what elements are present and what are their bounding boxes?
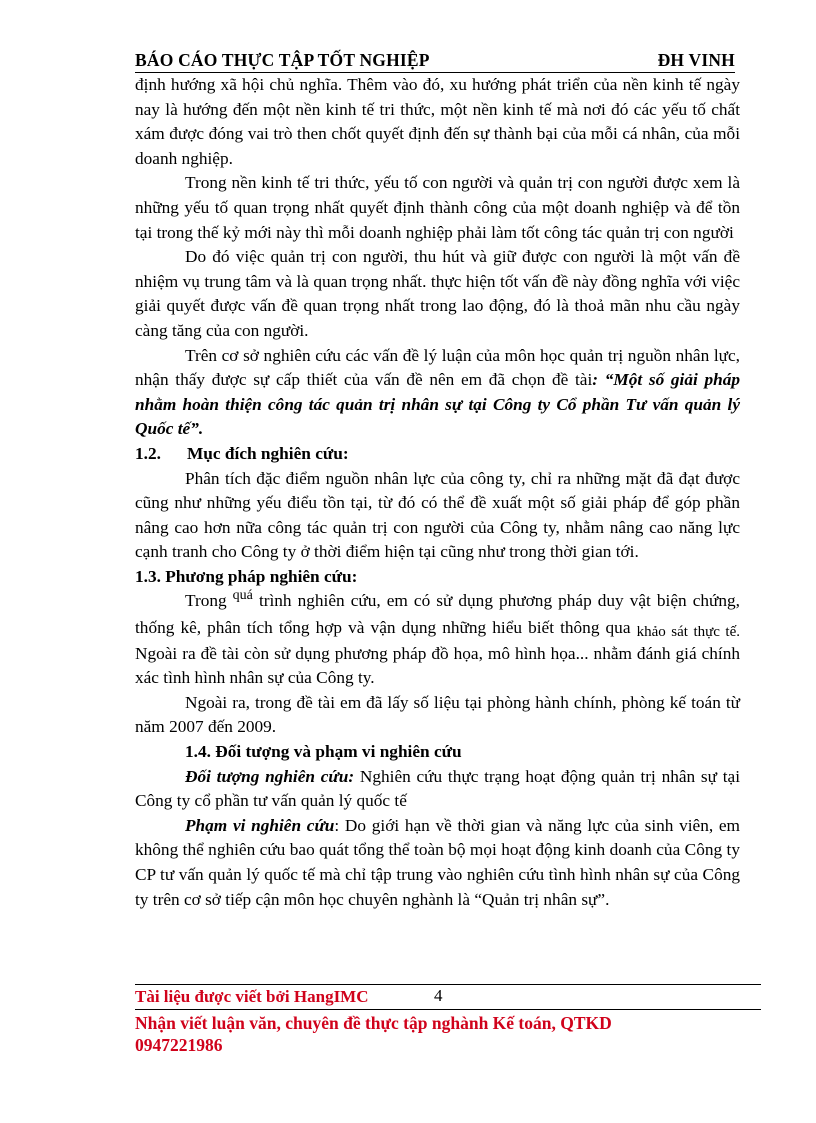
page-header <box>135 50 735 72</box>
text-run: Trong <box>185 591 227 611</box>
school-name: ĐH VINH <box>657 50 735 70</box>
text-run: Nghiên cứu thực trạng hoạt động quản trị nhân sự tại Công ty cổ phần tư vấn quản lý quốc tế <box>135 766 741 811</box>
paragraph-text: Trên cơ sở nghiên cứu các vấn đề lý luận của môn học quản trị nguồn nhân lực, nhận thấy được sự cấp thiết của vấn đề nên em đã chọn đề tài <box>135 345 740 390</box>
paragraph-methods <box>135 589 740 690</box>
section-number: 1.2. <box>135 443 161 463</box>
lowered-words: khảo sát thực tế. <box>636 624 740 641</box>
section-title: Mục đích nghiên cứu: <box>187 443 349 463</box>
paragraph: Do đó việc quản trị con người, thu hút và giữ được con người là một vấn đề nhiệm vụ trung tâm và là quan trọng nhất. thực hiện tốt vấn đề này đồng nghĩa với việc giải quyết được vấn đề quan trọng nhất trong lao động, đó là thoả mãn nhu cầu ngày càng tăng của con người. <box>135 247 740 340</box>
report-title: BÁO CÁO THỰC TẬP TỐT NGHIỆP <box>135 50 430 70</box>
paragraph: Trong nền kinh tế tri thức, yếu tố con người và quản trị con người được xem là những yếu tố quan trọng nhất quyết định thành công của một doanh nghiệp và để tồn tại trong thế kỷ mới này thì mỗi doanh nghiệp phải làm tốt công tác quản trị con người <box>135 173 740 242</box>
advert-line: Nhận viết luận văn, chuyên đề thực tập nghành Kế toán, QTKD <box>135 1013 612 1033</box>
section-heading-1-3: 1.3. Phương pháp nghiên cứu: <box>135 566 358 586</box>
page-number: 4 <box>434 986 443 1005</box>
text-run: : Do giới hạn về thời gian và năng lực của sinh viên, em không thể nghiên cứu bao quát tổng thể toàn bộ mọi hoạt động kinh doanh của Công ty CP tư vấn quản lý quốc tế mà chỉ tập trung vào nghiên cứu tình hình nhân sự của Công ty trên cơ sở tiếp cận môn học chuyên nghành là “Quản trị nhân sự”. <box>135 815 740 909</box>
section-heading-1-2 <box>135 442 740 467</box>
paragraph: định hướng xã hội chủ nghĩa. Thêm vào đó, xu hướng phát triển của nền kinh tế ngày nay là hướng đến một nền kinh tế tri thức, một nền kinh tế mà nơi đó các yếu tố chất xám được đóng vai trò then chốt quyết định đến sự thành bại của mỗi cá nhân, của mỗi doanh nghiệp. <box>135 75 740 168</box>
thesis-topic: : “Một số giải pháp nhằm hoàn thiện công tác quản trị nhân sự tại Công ty Cổ phần Tư vấn quản lý Quốc tế”. <box>135 370 740 439</box>
text-run: trình nghiên cứu, em có sử dụng phương pháp duy vật biện chứng, thống kê, phân tích tổng hợp và vận dụng những hiểu biết thông qua <box>135 591 740 638</box>
paragraph: Phân tích đặc điểm nguồn nhân lực của công ty, chỉ ra những mặt đã đạt được cũng như những yếu điểu tồn tại, từ đó có thể đề xuất một số giải pháp để góp phần nâng cao hơn nữa công tác quản trị con người của Công ty, nhằm nâng cao năng lực cạnh tranh cho Công ty ở thời điểm hiện tại cũng như trong thời gian tới. <box>135 468 740 562</box>
paragraph-research-scope <box>135 814 740 912</box>
research-object-label: Đối tượng nghiên cứu: <box>185 766 355 786</box>
section-heading-1-4: 1.4. Đối tượng và phạm vi nghiên cứu <box>185 742 462 762</box>
research-scope-label: Phạm vi nghiên cứu <box>185 815 335 835</box>
advert-phone: 0947221986 <box>135 1035 223 1055</box>
raised-word: quá <box>232 588 253 604</box>
document-body <box>135 73 740 912</box>
text-run: Ngoài ra đề tài còn sử dụng phương pháp đồ họa, mô hình họa... nhằm đánh giá chính xác tình hình nhân sự của Công ty. <box>135 643 740 688</box>
footer-divider-bottom <box>135 1009 761 1010</box>
footer-advert <box>135 1012 755 1056</box>
paragraph-topic <box>135 344 740 442</box>
footer-credit: Tài liệu được viết bởi HangIMC <box>135 987 369 1006</box>
paragraph-research-object <box>135 765 740 814</box>
footer-divider-top <box>135 984 761 985</box>
paragraph: Ngoài ra, trong đề tài em đã lấy số liệu tại phòng hành chính, phòng kế toán từ năm 2007 đến 2009. <box>135 692 740 737</box>
